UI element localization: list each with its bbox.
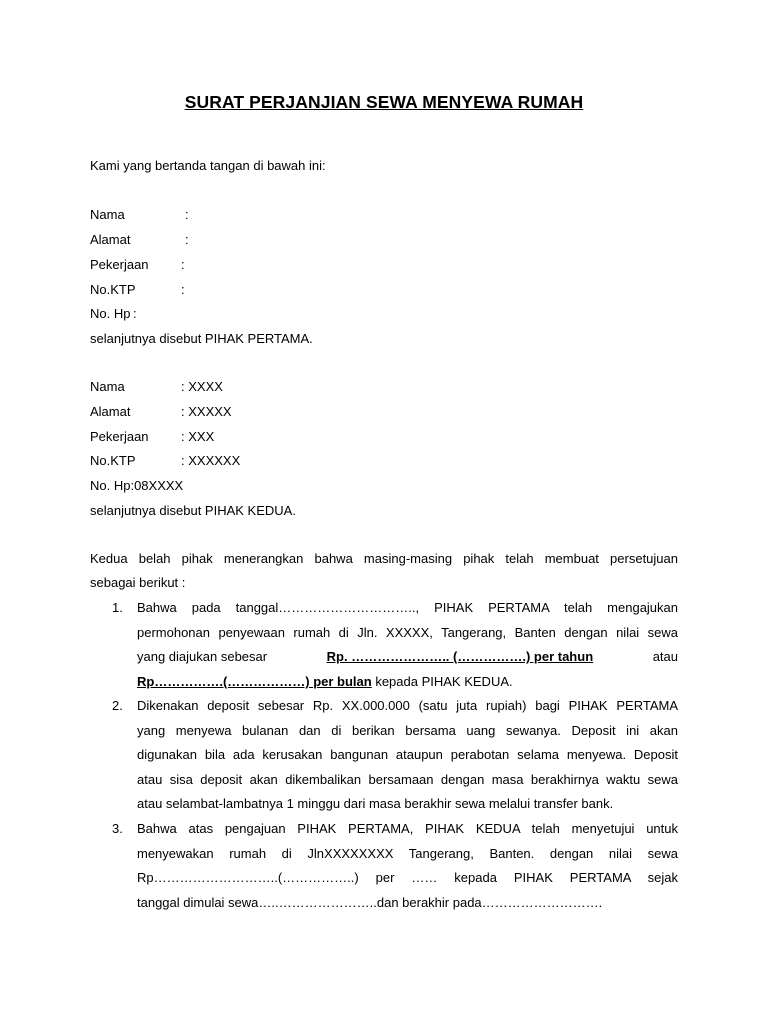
item2-line4: atau sisa deposit akan dikembalikan bersamaan dengan masa berakhirnya waktu sewa [137, 772, 678, 787]
item3-line4: tanggal dimulai sewa…..…………………..dan berakhir pada………………………. [137, 895, 603, 910]
party2-ktp-row [90, 452, 136, 470]
party1-closing: selanjutnya disebut PIHAK PERTAMA. [90, 331, 313, 346]
field-label: Nama [90, 207, 125, 222]
field-label: Alamat [90, 404, 131, 419]
party2-phone-row [90, 477, 183, 495]
item3-line2: menyewakan rumah di JlnXXXXXXXX Tangerang, Banten. dengan nilai sewa [137, 846, 678, 861]
party1-job-row [90, 256, 149, 274]
field-separator: : [133, 306, 137, 321]
field-separator: : [181, 282, 185, 297]
field-label: Nama [90, 379, 125, 394]
field-label: Alamat [90, 232, 131, 247]
field-label: Pekerjaan [90, 429, 149, 444]
item2-line2: yang menyewa bulanan dan di berikan bersama uang sewanya. Deposit ini akan [137, 723, 678, 738]
party2-name-row [90, 378, 125, 396]
field-value: : XXXXX [181, 404, 232, 419]
field-value: : XXX [181, 429, 215, 444]
field-separator: : [181, 257, 185, 272]
item1-line3-text: yang diajukan sebesar [137, 649, 268, 664]
rent-per-month-field: Rp…………….(………………) per bulan [137, 674, 372, 689]
item1-line1: Bahwa pada tanggal………………………….., PIHAK PERTAMA telah mengajukan [137, 600, 678, 615]
field-label: No. Hp [90, 306, 131, 321]
item-number: 2. [112, 698, 123, 713]
intro-text: Kami yang bertanda tangan di bawah ini: [90, 158, 326, 173]
rent-per-year-field: Rp. ………………….. (…………….) per tahun [326, 649, 594, 664]
party1-ktp-row [90, 281, 136, 299]
agreement-intro-line2: sebagai berikut : [90, 575, 186, 590]
item1-line4 [137, 673, 678, 691]
item1-line4-text: kepada PIHAK KEDUA. [371, 674, 513, 689]
item1-line2: permohonan penyewaan rumah di Jln. XXXXX, Tangerang, Banten dengan nilai sewa [137, 625, 678, 640]
field-value: :08XXXX [130, 478, 184, 493]
item1-line3-or: atau [652, 649, 678, 664]
field-label: No.KTP [90, 282, 136, 297]
field-label: No. Hp [90, 478, 131, 493]
item-number: 1. [112, 600, 123, 615]
party2-address-row [90, 403, 130, 421]
party1-name-row [90, 206, 125, 224]
field-value: : XXXXXX [181, 453, 241, 468]
field-label: Pekerjaan [90, 257, 149, 272]
field-separator: : [185, 207, 189, 222]
document-title: SURAT PERJANJIAN SEWA MENYEWA RUMAH [184, 92, 584, 112]
field-label: No.KTP [90, 453, 136, 468]
item2-line1: Dikenakan deposit sebesar Rp. XX.000.000 (satu juta rupiah) bagi PIHAK PERTAMA [137, 698, 678, 713]
agreement-intro-line1: Kedua belah pihak menerangkan bahwa masing-masing pihak telah membuat persetujuan [90, 551, 678, 566]
item2-line5: atau selambat-lambatnya 1 minggu dari masa berakhir sewa melalui transfer bank. [137, 796, 614, 811]
field-separator: : [185, 232, 189, 247]
item1-line3 [137, 648, 678, 666]
item3-line1: Bahwa atas pengajuan PIHAK PERTAMA, PIHAK KEDUA telah menyetujui untuk [137, 821, 678, 836]
party2-job-row [90, 428, 149, 446]
party1-address-row [90, 231, 130, 249]
field-value: : XXXX [181, 379, 223, 394]
item3-line3: Rp………………………..(……………..) per …… kepada PIHAK PERTAMA sejak [137, 870, 678, 885]
party2-closing: selanjutnya disebut PIHAK KEDUA. [90, 503, 296, 518]
party1-phone-row [90, 305, 130, 323]
item2-line3: digunakan bila ada kerusakan bangunan ataupun perabotan selama menyewa. Deposit [137, 747, 678, 762]
item-number: 3. [112, 821, 123, 836]
